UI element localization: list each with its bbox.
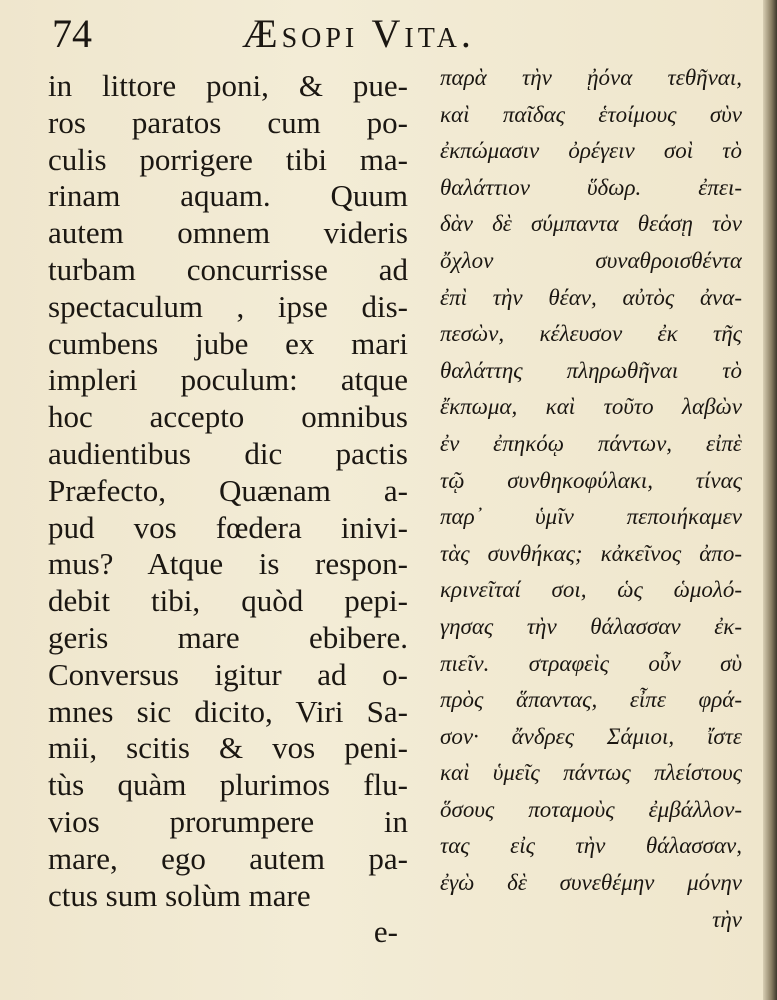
greek-text-line: κρινεῖταί σοι, ὡς ὡμολό-: [440, 577, 742, 603]
running-title: Æsopi Vita.: [242, 11, 475, 56]
latin-text-line: pud vos fœdera inivi-: [48, 509, 408, 545]
latin-text-line: rinam aquam. Quum: [48, 178, 408, 214]
greek-text-line: ἔκπωμα, καὶ τοῦτο λαβὼν: [440, 394, 742, 420]
latin-text-line: e-: [373, 914, 398, 950]
latin-text-line: ctus sum solùm mare: [48, 877, 311, 913]
latin-text-line: impleri poculum: atque: [48, 362, 408, 398]
latin-text-line: cumbens jube ex mari: [48, 325, 408, 361]
latin-text-line: mii, scitis & vos peni-: [48, 730, 408, 766]
page-header: [52, 8, 742, 60]
greek-text-line: γησας τὴν θάλασσαν ἐκ-: [440, 613, 742, 639]
latin-text-line: geris mare ebibere.: [48, 619, 408, 655]
latin-text-line: tùs quàm plurimos flu-: [48, 767, 408, 803]
greek-text-line: τας εἰς τὴν θάλασσαν,: [440, 833, 742, 859]
greek-text-line: καὶ ὑμεῖς πάντως πλείστους: [440, 760, 742, 786]
latin-text-line: ros paratos cum po-: [48, 104, 408, 140]
greek-text-line: ὄχλον συναθροισθέντα: [440, 247, 742, 273]
latin-text-line: turbam concurrisse ad: [48, 251, 408, 287]
latin-text-line: audientibus dic pactis: [48, 435, 408, 471]
latin-text-line: in littore poni, & pue-: [48, 68, 408, 103]
greek-text-line: πρὸς ἅπαντας, εἶπε φρά-: [440, 687, 742, 713]
greek-text-line: θαλάττιον ὕδωρ. ἐπει-: [440, 174, 742, 200]
greek-text-line: ὅσους ποταμοὺς ἐμβάλλον-: [440, 796, 742, 822]
greek-text-line: πεσὼν, κέλευσον ἐκ τῆς: [440, 321, 742, 347]
greek-text-line: τὰς συνθήκας; κἀκεῖνος ἀπο-: [440, 540, 742, 566]
greek-text-line: ἐκπώμασιν ὀρέγειν σοὶ τὸ: [440, 138, 742, 164]
greek-text-line: δὰν δὲ σύμπαντα θεάσῃ τὸν: [440, 211, 742, 237]
latin-column: [48, 68, 408, 951]
latin-text-line: vios prorumpere in: [48, 803, 408, 839]
greek-text-line: θαλάττης πληρωθῆναι τὸ: [440, 357, 742, 383]
latin-text-line: Conversus igitur ad o-: [48, 656, 408, 692]
latin-text-line: mus? Atque is respon-: [48, 546, 408, 582]
greek-text-line: καὶ παῖδας ἑτοίμους σὺν: [440, 101, 742, 127]
greek-text-line: τῷ συνθηκοφύλακι, τίνας: [440, 467, 742, 493]
greek-text-line: πιεῖν. στραφεὶς οὖν σὺ: [440, 650, 742, 676]
greek-text-line: τὴν: [712, 906, 742, 932]
latin-text-line: debit tibi, quòd pepi-: [48, 583, 408, 619]
latin-text-line: autem omnem videris: [48, 215, 408, 251]
page-number: 74: [52, 11, 92, 56]
latin-text-line: mnes sic dicito, Viri Sa-: [48, 693, 408, 729]
latin-text-line: hoc accepto omnibus: [48, 399, 408, 435]
latin-text-line: Præfecto, Quænam a-: [48, 472, 408, 508]
greek-text-line: σον· ἄνδρες Σάμιοι, ἴστε: [440, 723, 742, 749]
greek-column: [440, 60, 742, 938]
latin-text-line: spectaculum , ipse dis-: [48, 288, 408, 324]
page-edge-shadow: [763, 0, 777, 1000]
latin-text-line: mare, ego autem pa-: [48, 840, 408, 876]
greek-text-line: ἐγὼ δὲ συνεθέμην μόνην: [440, 870, 742, 896]
greek-text-line: παρ᾽ ὑμῖν πεποιήκαμεν: [440, 504, 742, 530]
latin-text-line: culis porrigere tibi ma-: [48, 141, 408, 177]
greek-text-line: ἐπὶ τὴν θέαν, αὐτὸς ἀνα-: [440, 284, 742, 310]
greek-text-line: ἐν ἐπηκόῳ πάντων, εἰπὲ: [440, 430, 742, 456]
greek-text-line: παρὰ τὴν ᾐόνα τεθῆναι,: [440, 65, 742, 90]
